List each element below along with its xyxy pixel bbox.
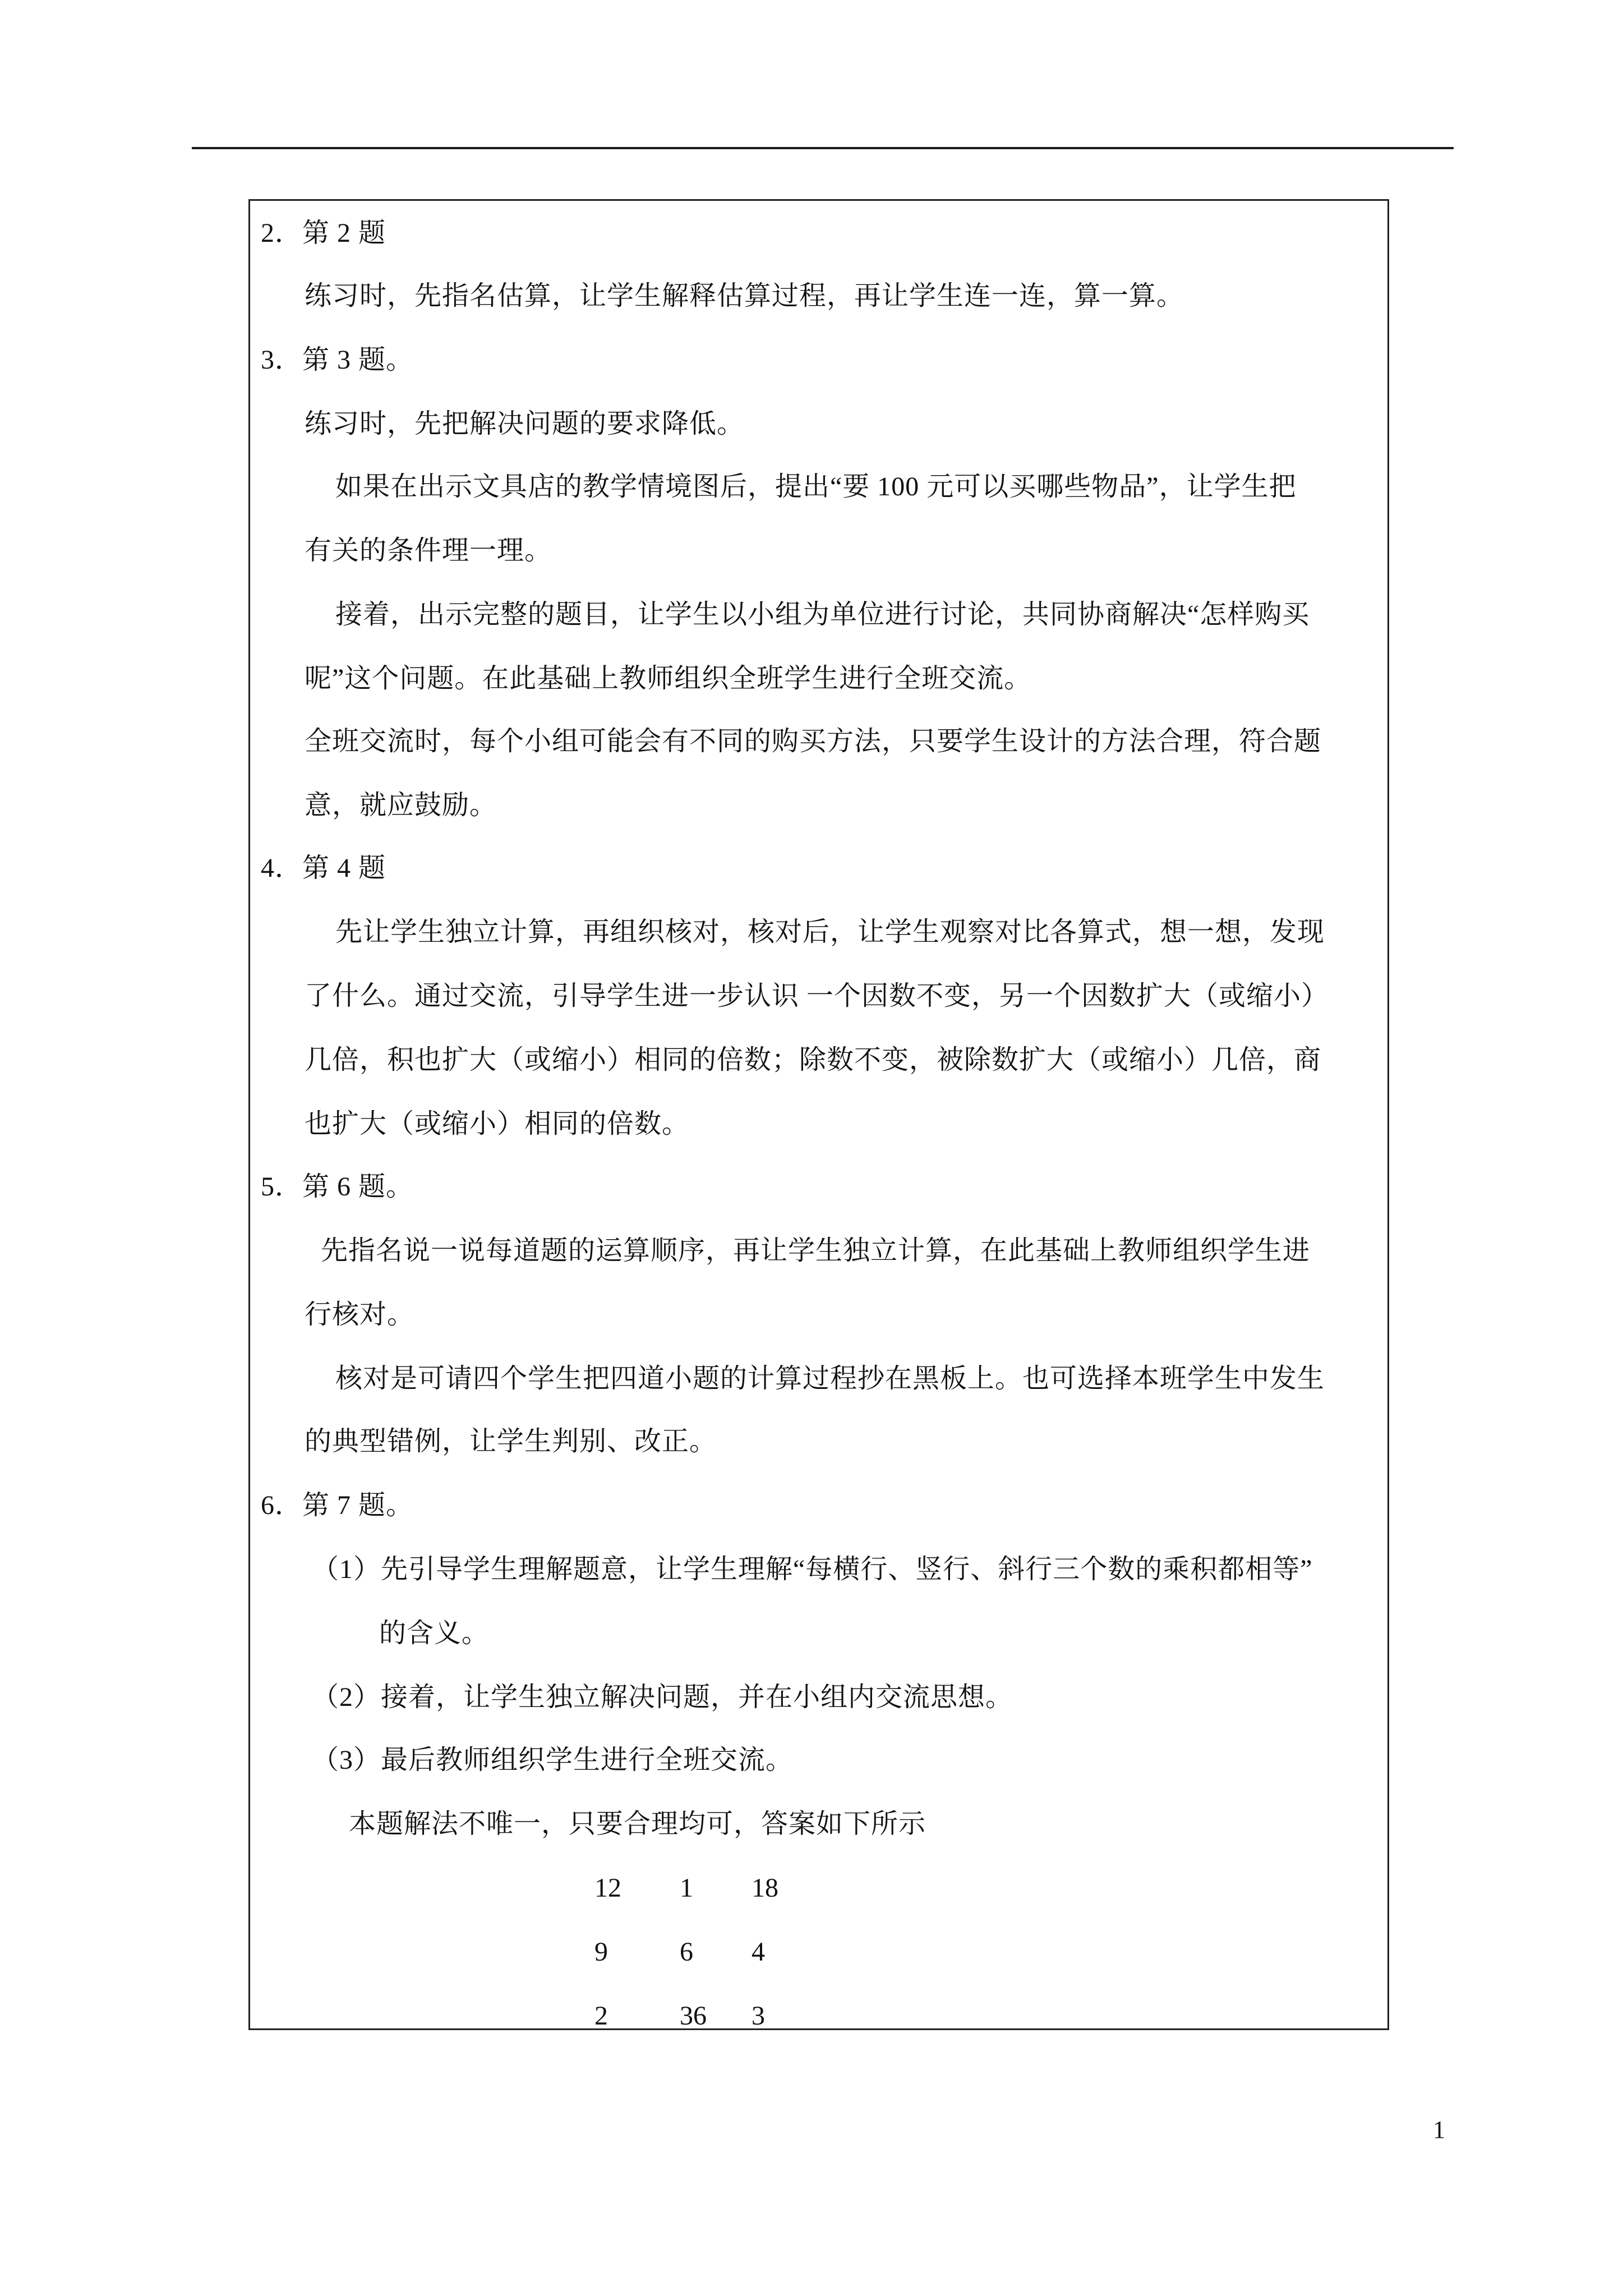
sub-item-2: （2）接着，让学生独立解决问题，并在小组内交流思想。 bbox=[312, 1682, 1013, 1712]
answer-grid-cell: 36 bbox=[680, 2001, 707, 2031]
paragraph: 练习时，先把解决问题的要求降低。 bbox=[305, 409, 745, 439]
paragraph: 行核对。 bbox=[305, 1300, 415, 1329]
answer-grid-cell: 9 bbox=[594, 1937, 608, 1967]
paragraph: 呢”这个问题。在此基础上教师组织全班学生进行全班交流。 bbox=[305, 664, 1032, 693]
sub-item-1-continued: 的含义。 bbox=[379, 1618, 490, 1648]
answer-grid-cell: 1 bbox=[680, 1873, 693, 1903]
heading-item-4: 4．第 4 题 bbox=[261, 853, 386, 883]
heading-item-5: 5．第 6 题。 bbox=[261, 1172, 414, 1202]
paragraph: 全班交流时，每个小组可能会有不同的购买方法，只要学生设计的方法合理，符合题 bbox=[305, 726, 1322, 756]
paragraph: 的典型错例，让学生判别、改正。 bbox=[305, 1427, 717, 1456]
paragraph: 接着，出示完整的题目，让学生以小组为单位进行讨论，共同协商解决“怎样购买 bbox=[335, 600, 1310, 629]
paragraph: 练习时，先指名估算，让学生解释估算过程，再让学生连一连，算一算。 bbox=[305, 281, 1184, 311]
paragraph: 几倍，积也扩大（或缩小）相同的倍数；除数不变，被除数扩大（或缩小）几倍，商 bbox=[305, 1045, 1322, 1075]
paragraph: 如果在出示文具店的教学情境图后，提出“要 100 元可以买哪些物品”，让学生把 bbox=[335, 472, 1297, 501]
answer-grid-cell: 18 bbox=[751, 1873, 778, 1903]
answer-grid-cell: 12 bbox=[594, 1873, 621, 1903]
paragraph: 意，就应鼓励。 bbox=[305, 790, 497, 820]
heading-item-2: 2．第 2 题 bbox=[261, 218, 386, 248]
answer-grid-cell: 3 bbox=[751, 2001, 765, 2031]
answer-grid-cell: 4 bbox=[751, 1937, 765, 1967]
paragraph: 有关的条件理一理。 bbox=[305, 536, 552, 565]
answer-grid-cell: 6 bbox=[680, 1937, 693, 1967]
page-number: 1 bbox=[1433, 2116, 1445, 2143]
paragraph: 也扩大（或缩小）相同的倍数。 bbox=[305, 1109, 690, 1139]
sub-item-1: （1）先引导学生理解题意，让学生理解“每横行、竖行、斜行三个数的乘积都相等” bbox=[312, 1554, 1313, 1584]
paragraph: 核对是可请四个学生把四道小题的计算过程抄在黑板上。也可选择本班学生中发生 bbox=[335, 1364, 1325, 1393]
sub-item-3: （3）最后教师组织学生进行全班交流。 bbox=[312, 1745, 794, 1775]
paragraph: 先让学生独立计算，再组织核对，核对后，让学生观察对比各算式，想一想，发现 bbox=[335, 917, 1325, 947]
answer-grid-cell: 2 bbox=[594, 2001, 608, 2031]
paragraph: 先指名说一说每道题的运算顺序，再让学生独立计算，在此基础上教师组织学生进 bbox=[321, 1236, 1311, 1266]
answer-intro: 本题解法不唯一，只要合理均可，答案如下所示 bbox=[349, 1809, 926, 1839]
heading-item-3: 3．第 3 题。 bbox=[261, 345, 414, 375]
header-rule bbox=[192, 147, 1454, 149]
paragraph: 了什么。通过交流，引导学生进一步认识 一个因数不变，另一个因数扩大（或缩小） bbox=[305, 981, 1329, 1011]
heading-item-6: 6．第 7 题。 bbox=[261, 1490, 414, 1520]
